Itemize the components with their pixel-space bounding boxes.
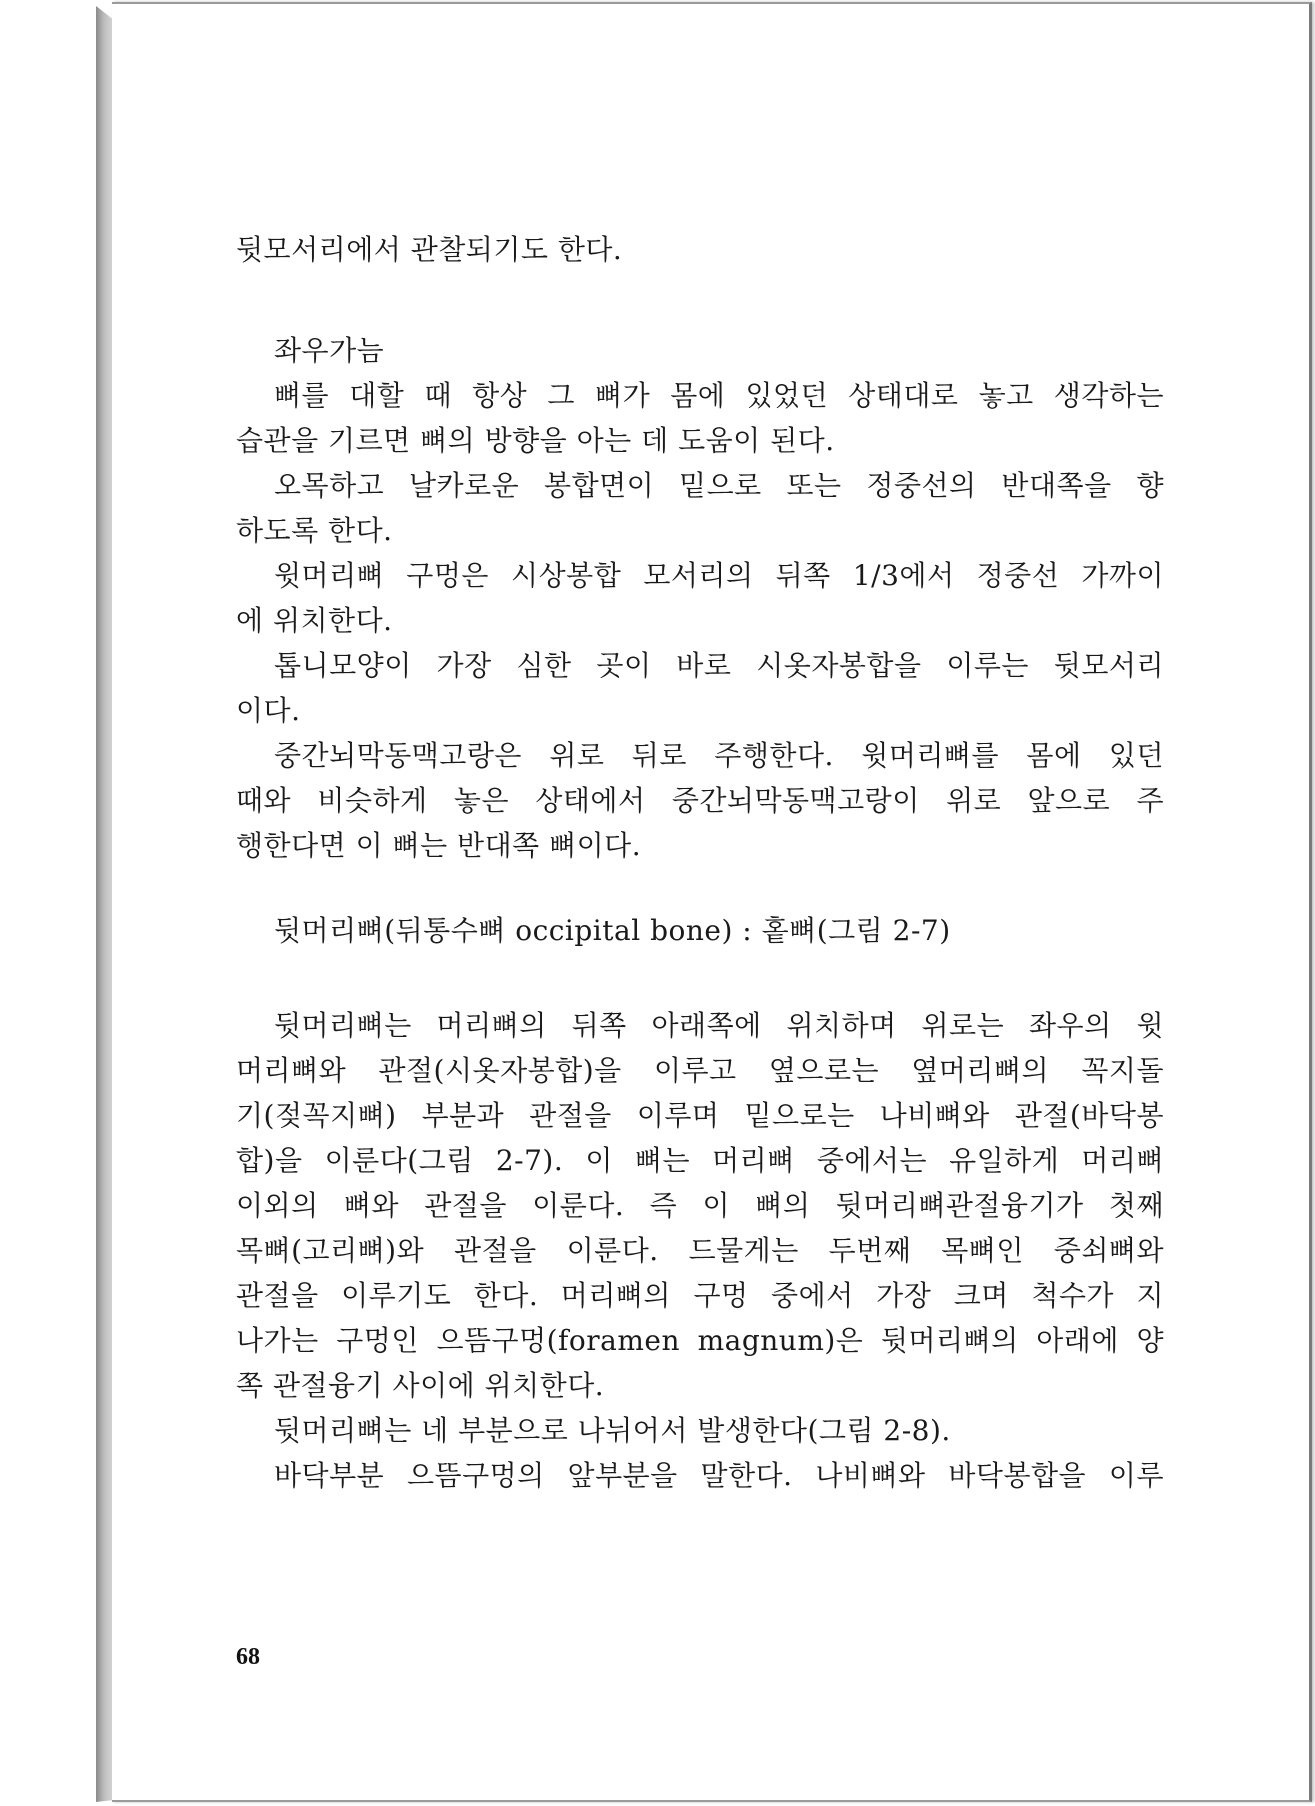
text-line: 바닥부분 으뜸구멍의 앞부분을 말한다. 나비뼈와 바닥봉합을 이루 (274, 1459, 1164, 1492)
text-line: 습관을 기르면 뼈의 방향을 아는 데 도움이 된다. (236, 424, 835, 457)
section-heading: 뒷머리뼈(뒤통수뼈 occipital bone) : 홑뼈(그림 2-7) (274, 914, 951, 947)
text-line: 뒷머리뼈는 네 부분으로 나뉘어서 발생한다(그림 2-8). (274, 1414, 951, 1447)
text-line: 오목하고 날카로운 봉합면이 밑으로 또는 정중선의 반대쪽을 향 (274, 469, 1164, 502)
text-line: 에 위치한다. (236, 604, 393, 637)
text-line: 윗머리뼈 구멍은 시상봉합 모서리의 뒤쪽 1/3에서 정중선 가까이 (274, 559, 1164, 592)
text-line: 때와 비슷하게 놓은 상태에서 중간뇌막동맥고랑이 위로 앞으로 주 (236, 784, 1164, 817)
page-number: 68 (236, 1644, 260, 1670)
text-line: 하도록 한다. (236, 514, 393, 547)
text-line: 목뼈(고리뼈)와 관절을 이룬다. 드물게는 두번째 목뼈인 중쇠뼈와 (236, 1234, 1164, 1267)
text-line: 관절을 이루기도 한다. 머리뼈의 구멍 중에서 가장 크며 척수가 지 (236, 1279, 1164, 1312)
text-line: 뒷머리뼈는 머리뼈의 뒤쪽 아래쪽에 위치하며 위로는 좌우의 윗 (274, 1009, 1164, 1042)
text-line: 쪽 관절융기 사이에 위치한다. (236, 1369, 605, 1402)
text-line: 이다. (236, 694, 301, 727)
text-line: 뒷모서리에서 관찰되기도 한다. (236, 233, 623, 266)
text-line: 이외의 뼈와 관절을 이룬다. 즉 이 뼈의 뒷머리뼈관절융기가 첫째 (236, 1189, 1164, 1222)
text-line: 행한다면 이 뼈는 반대쪽 뼈이다. (236, 829, 642, 862)
text-line: 기(젖꼭지뼈) 부분과 관절을 이루며 밑으로는 나비뼈와 관절(바닥봉 (236, 1099, 1164, 1132)
text-line: 합)을 이룬다(그림 2-7). 이 뼈는 머리뼈 중에서는 유일하게 머리뼈 (236, 1144, 1164, 1177)
text-line: 톱니모양이 가장 심한 곳이 바로 시옷자봉합을 이루는 뒷모서리 (274, 649, 1164, 682)
text-line: 나가는 구멍인 으뜸구멍(foramen magnum)은 뒷머리뼈의 아래에 양 (236, 1324, 1164, 1357)
text-line: 중간뇌막동맥고랑은 위로 뒤로 주행한다. 윗머리뼈를 몸에 있던 (274, 739, 1164, 772)
section-heading: 좌우가늠 (274, 334, 385, 367)
book-page (112, 2, 1312, 1802)
text-line: 뼈를 대할 때 항상 그 뼈가 몸에 있었던 상태대로 놓고 생각하는 (274, 379, 1164, 412)
text-line: 머리뼈와 관절(시옷자봉합)을 이루고 옆으로는 옆머리뼈의 꼭지돌 (236, 1054, 1164, 1087)
